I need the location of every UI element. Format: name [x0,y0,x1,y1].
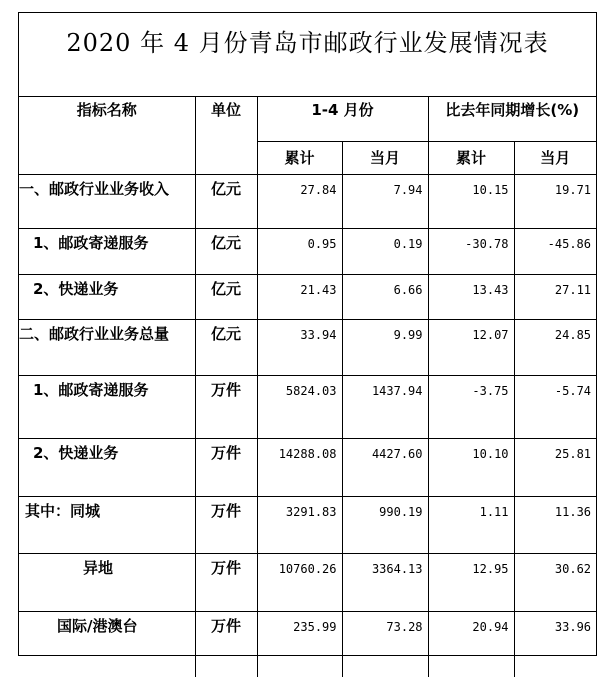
cell-cumulative-growth: 20.94 [428,611,514,677]
cell-month-growth: 30.62 [514,553,596,611]
cell-cumulative: 10760.26 [257,553,342,611]
table-row [19,228,596,274]
row-unit: 万件 [195,611,257,677]
cell-month-growth: 24.85 [514,319,596,375]
header-period: 1-4 月份 [257,97,428,141]
row-unit: 万件 [195,375,257,438]
header-yoy-growth: 比去年同期增长(%) [428,97,596,141]
table-title: 2020 年 4 月份青岛市邮政行业发展情况表 [19,13,596,97]
cell-cumulative: 5824.03 [257,375,342,438]
cell-cumulative: 21.43 [257,274,342,319]
cell-month-growth: 25.81 [514,438,596,496]
cell-cumulative-growth: 1.11 [428,496,514,553]
cell-cumulative: 27.84 [257,174,342,228]
cell-cumulative: 33.94 [257,319,342,375]
cell-month: 3364.13 [342,553,428,611]
row-name: 1、邮政寄递服务 [19,375,195,438]
table-row [19,319,596,375]
table-row [19,438,596,496]
cell-month: 990.19 [342,496,428,553]
cell-month: 1437.94 [342,375,428,438]
row-name: 国际/港澳台 [19,611,195,677]
table-row [19,375,596,438]
cell-month: 0.19 [342,228,428,274]
cell-month-growth: -5.74 [514,375,596,438]
table-row [19,611,596,677]
cell-cumulative: 3291.83 [257,496,342,553]
cell-month-growth: 27.11 [514,274,596,319]
row-name: 1、邮政寄递服务 [19,228,195,274]
row-unit: 亿元 [195,319,257,375]
cell-cumulative-growth: 10.15 [428,174,514,228]
cell-cumulative-growth: 10.10 [428,438,514,496]
table-row [19,174,596,228]
row-name: 异地 [19,553,195,611]
cell-cumulative-growth: 12.95 [428,553,514,611]
cell-month-growth: 11.36 [514,496,596,553]
cell-month: 4427.60 [342,438,428,496]
statistics-table [19,97,596,677]
cell-cumulative-growth: 13.43 [428,274,514,319]
row-name: 其中：同城 [19,496,195,553]
row-unit: 万件 [195,438,257,496]
cell-month-growth: 33.96 [514,611,596,677]
header-row-1 [19,97,596,141]
row-name: 二、邮政行业业务总量 [19,319,195,375]
cell-month: 73.28 [342,611,428,677]
cell-cumulative-growth: -30.78 [428,228,514,274]
header-month: 当月 [342,141,428,174]
report-table-frame [18,12,597,656]
header-cumulative-growth: 累计 [428,141,514,174]
header-month-growth: 当月 [514,141,596,174]
cell-month: 7.94 [342,174,428,228]
cell-month: 6.66 [342,274,428,319]
cell-cumulative-growth: -3.75 [428,375,514,438]
row-unit: 万件 [195,553,257,611]
row-unit: 亿元 [195,228,257,274]
cell-cumulative: 235.99 [257,611,342,677]
row-name: 2、快递业务 [19,438,195,496]
table-row [19,553,596,611]
cell-cumulative: 14288.08 [257,438,342,496]
header-unit: 单位 [195,97,257,174]
cell-cumulative-growth: 12.07 [428,319,514,375]
cell-month: 9.99 [342,319,428,375]
cell-month-growth: -45.86 [514,228,596,274]
table-row [19,274,596,319]
row-unit: 亿元 [195,274,257,319]
cell-cumulative: 0.95 [257,228,342,274]
header-cumulative: 累计 [257,141,342,174]
row-unit: 万件 [195,496,257,553]
row-unit: 亿元 [195,174,257,228]
row-name: 2、快递业务 [19,274,195,319]
table-row [19,496,596,553]
header-indicator: 指标名称 [19,97,195,174]
cell-month-growth: 19.71 [514,174,596,228]
row-name: 一、邮政行业业务收入 [19,174,195,228]
